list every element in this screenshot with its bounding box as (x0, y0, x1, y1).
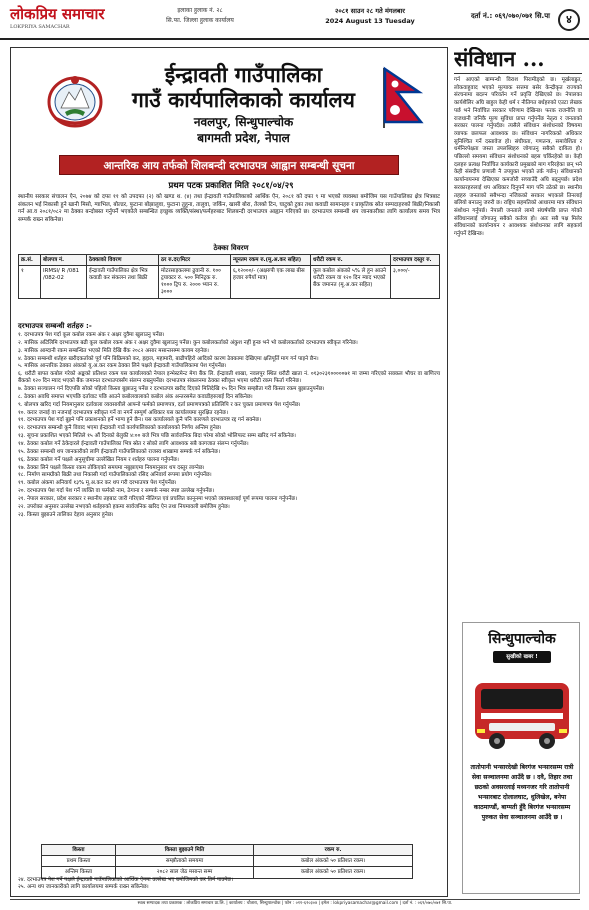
registration-number: दर्ता नं.: ०६९/०७०/०७१ सि.पा (470, 12, 550, 20)
terms-list (18, 332, 440, 519)
table-cell: ईन्द्रावती गाउँपालिका क्षेत्र भित्र कवाडी कर संकलन तथा बिक्री (87, 266, 159, 299)
ad-text: तातोपानी भन्सारदेखी बिरगंज भन्सारसम्म रात्री सेवा सञ्चालनमा आउँदै छ । दवै, तिहार तथा छठको अवसरलाई मध्यनजर गरि तातोपानी भन्सारबाट दोलालघाट, धुलिखेल, बनेपा काठमाण्डौं, बाग्मती हुँदै बिरगंज भन्सारसम्म पुरुकत सेवा सञ्चालनमा आउँदै छ । (470, 764, 574, 821)
list-item: १९. कबोल अंकमा अनिवार्य १३% मू.अ.कर कर थप गरी दरभाउपत्र पेश गर्नुपर्नेछ। (18, 480, 177, 487)
list-item: १४. ठेक्का कबोल गर्ने ठेकेदारले ईन्द्रावती गाउँपालिका भित्र स्रोत र सोको लागि आवश्यक सबै कागजात संलग्न गर्नुपर्नेछ। (18, 441, 249, 448)
logo-tagline: LOKPRIYA SAMACHAR (10, 24, 70, 30)
page-number: ४ (558, 9, 580, 31)
page-footer: स्वत्व सम्पादक तथा प्रकाशक : लोकप्रिय समाचार प्रा.लि. | कार्यालय : चौतारा, सिन्धुपाल्चोक | फोन : ०११-६२०३०४ | इमेल : lokpriyasamachar@gmail.com | दर्ता नं. : ०६९/०७०/०७१ सि.पा. (10, 899, 580, 910)
table-cell: प्रथम किस्ता (42, 856, 116, 867)
notice-header (111, 62, 376, 146)
notice-subject: आन्तरिक आय तर्फको शिलबन्दी दरभाउपत्र आह्वान सम्बन्धी सूचना (59, 155, 399, 175)
date-nepali: २०८१ साउन २८ गते मंगलबार (335, 7, 405, 15)
list-item: १७. ठेक्का लिने पक्षले किस्ता रकम तोकिएको समयमा नबुझाएमा नियमानुसार थप दस्तुर लाग्नेछ। (18, 464, 205, 471)
list-item: १३. सूचना प्रकाशित भएको मितिले १५ औं दिनको बेलुकी ४:०० बजे भित्र पछि सार्वजनिक बिदा परेमा सोको भोलिपल्ट सम्म खरिद गर्न सकिनेछ। (18, 433, 296, 440)
column-header: क्र.सं. (19, 255, 41, 266)
column-header: ठर रु.दर/मिटर (159, 255, 231, 266)
list-item: ५. मासिक आन्तरिक ठेक्का अंकको यू.अ.कर रकम ठेक्का लिने पक्षले ईन्द्रावती गाउँपालिकामा पेश गर्नुपर्नेछ। (18, 363, 227, 370)
table-cell: अन्तिम किस्ता (42, 867, 116, 878)
column-header: धरौटी रकम रु. (311, 255, 391, 266)
table-cell: कबोल अंकको ५० प्रतिशत रकम। (254, 867, 413, 878)
bus-icon (467, 669, 577, 757)
bus-service-advertisement (462, 622, 580, 894)
logo-text: लोकप्रिय समाचार (10, 5, 105, 23)
table-cell: मोटरसाइकलमा ढुवानी रु. १०० ट्रयाक्टर रु. ५०० मिनिट्रक रु. १००० ट्रिप रु. २००० भ्यान रु. ३००० (159, 266, 231, 299)
ad-badge: सुखीको खबर ! (493, 651, 551, 663)
postal-district: सि.फा. जिल्ला हुलाक कार्यालय (166, 17, 234, 24)
table-row (19, 266, 440, 299)
publication-date: प्रथम पटक प्रकाशित मिति २०८१/०४/२९ (168, 181, 294, 191)
column-header: ठेक्काको विवरण (87, 255, 159, 266)
table-row (42, 856, 413, 867)
table-cell: सम्झौताको समयमा (115, 856, 253, 867)
office-province: बागमती प्रदेश, नेपाल (197, 131, 290, 145)
postal-info (145, 6, 255, 26)
column-header: न्यूनतम रकम रु.(मू.अ.कर सहित) (231, 255, 311, 266)
table-cell: १ (19, 266, 41, 299)
office-location: नवलपुर, सिन्धुपाल्चोक (193, 115, 294, 129)
list-item: ८. ठेक्का अवधि समाप्त भएपछि दर्तावाट पछि आउने कबोलवालाको कबोल अंक अन्तरसमेत कवाडीहरुलाई दिन सकिनेछ। (18, 393, 253, 400)
installment-table (41, 844, 413, 879)
terms-heading: दरभाउपत्र सम्बन्धी शर्तहरु :- (18, 322, 92, 330)
works-table-title: ठेक्का विवरण (213, 244, 249, 252)
table-cell: ३,०००/- (391, 266, 440, 299)
column-title: संविधान ... (454, 47, 582, 74)
list-item: १५. ठेक्का सम्बन्धी थप जानकारीको लागि ईन्द्रावती गाउँपालिकाको राजस्व शाखामा सम्पर्क गर्न सकिनेछ। (18, 448, 220, 455)
closing-term: २५. अन्य थप जानकारीको लागि कार्यालयमा सम्पर्क राख्न सकिनेछ। (18, 884, 149, 891)
newspaper-logo (10, 4, 104, 30)
postal-edition: इलाका हुलाक नं. २८ (177, 7, 223, 14)
table-cell: ६,१२०००/- (अक्षरुपी एक लाख बीस हजार रुपैयाँ मात्र) (231, 266, 311, 299)
column-header: रकम रु. (254, 845, 413, 856)
list-item: ९. बोलपत्र खरिद गर्दा नियमानुसार दर्तावाला व्यवसायीले आफ्नो फर्मको प्रमाणपत्र, दर्ता प्रमाणपत्रको प्रतिलिपि र कर चुक्ता प्रमाणपत्र पेश गर्नुपर्नेछ। (18, 401, 301, 408)
contract-details-table (18, 254, 440, 299)
list-item: १०. करार जनाई वा नजनाई दरभाउपत्र स्वीकृत गर्ने वा नगर्ने सम्पूर्ण अधिकार यस कार्यालयमा सुरक्षित रहनेछ। (18, 409, 228, 416)
municipality-name: ईन्द्रावती गाउँपालिका (164, 62, 323, 87)
list-item: २०. दरभाउपत्र पेश गर्दा पेश गर्ने व्यक्ति वा फर्मको नाम, ठेगाना र सम्पर्क नम्बर स्पष्ट उल्लेख गर्नुपर्नेछ। (18, 488, 215, 495)
list-item: २१. नेपाल सरकार, प्रदेश सरकार र स्थानीय तहबाट जारी गरिएको नीतिगत एवं प्रचलित कानूनमा भएको व्यवस्थालाई पूर्ण रूपमा पालना गर्नुपर्नेछ। (18, 495, 298, 502)
list-item: २. मासिक अटिलिमि दरभाउपत्र बढी कूल कबोल रकम अंक र अक्षर दुवैमा खुलाउनु पर्नेछ। कुन कबोलकर्ताको अंकुश नहीं हुन्छ भने भो कबोलकर्ताको दरभाउपत्र स्वीकृत गरिनेछ। (18, 339, 358, 346)
closing-term: २४. दरभाउपत्र पेश गर्ने पक्षले ईन्द्रावती गाउँपालिकाको आर्थिक ऐनमा उल्लेख भए बमोजिमको कर तिर्न पाउनेछ। (18, 877, 234, 883)
table-cell: कबोल अंकको ५० प्रतिशत रकम। (254, 856, 413, 867)
column-header: दरभाउपत्र दस्तुर रु. (391, 255, 440, 266)
table-cell: कूल कबोल अंकको ५% ले हुन आउने धरौटी रकम वा १२० दिन म्याद भएको बैंक जमानत (मू.अ.कर सहित) (311, 266, 391, 299)
list-item: २३. किस्ता बुझाउने तालिका देहाय अनुसार हुनेछ। (18, 511, 114, 518)
column-body: गर्न आएको बाम्पन्थी विराश पिरामीड्को छ। मूर्खलाह्रुत, लोकवाहुवाद भएको मूल्याक सत्तमा बसेर केन्द्रीकृत राज्यको संरचनामा बदल्न परिवर्तन गर्ने प्रवृत्ति देखिएको छ। नेपालका कार्यशैलिर अघि बाहुल केही धर्म र नीतिगत बर्धहरुको एउटा लेखक पर्छ भने निर्वाचित सरकार परिणाम देखिन्छ। फरक राजनीति वा राजधानी जनिकै मूल्य सुविधा प्राप्त गर्नुपर्नेछ नेतृत्व र जनताको सरकार पालना गर्नुपर्दछ। त्यसैले संविधान संशोधनको विषयमा व्यापक छलफल आवश्यक छ। संविधान नागरिकको अधिकार सुनिश्चित गर्ने दस्तावेज हो। संघीयता, गणतन्त्र, समावेशिता र धर्मनिरपेक्षता जस्ता उपलब्धिहरु जोगाउनु सबैको दायित्व हो। पछिल्लो समयमा संविधान संशोधनको बहस चर्किरहेको छ। केही दलहरु प्रत्यक्ष निर्वाचित कार्यकारी प्रमुखको माग गरिरहेका छन् भने केही संसदीय प्रणाली नै उपयुक्त भएको तर्क गर्छन्। संविधानको कार्यान्वयनमा देखिएका कमजोरी सच्याउँदै अघि बढ्नुपर्छ। प्रदेश सरकारहरुलाई थप अधिकार दिनुपर्ने माग पनि उठेको छ। स्थानीय तहहरु जनताको सबैभन्दा नजिकको सरकार भएकाले तिनलाई बलियो बनाउनु जरुरी छ। राष्ट्रिय सहमतिको आधारमा मात्र संविधान संशोधन गर्नुपर्छ। नेपाली जनताले लामो संघर्षपछि प्राप्त गरेको संविधानलाई जोगाउनु सबैको कर्तव्य हो। अतः सबै पक्ष मिलेर संविधानको कार्यान्वयन र आवश्यक संशोधनका लागि सहकार्य गर्नुपर्ने देखिन्छ। (454, 77, 582, 238)
list-item: ६. धरौटी बापत कबोल गरेको अङ्कको प्रतिशत रकम यस कार्यालयको नेपाल इन्भेस्टमेन्ट मेगा बैंक लि. ईन्द्रावती शाखा, नवलपुर स्थित धरौटी खाता नं. ०१३०२३१०००००७१ मा जम्मा गरिएको सक्कल भौचर वा बाणिज्य बैंकको १२० दिन म्याद भएको बैंक जमानत दरभाउपत्रसँग संलग्न राख्नुपर्नेछ। दरभाउपत्र संकलनमा ठेक्का स्वीकृत भएमा धरौटी रकम फिर्ता गरिनेछ। (18, 371, 440, 385)
public-notice (10, 47, 448, 897)
table-cell: २०८२ साल जेठ मसान्त सम्म (115, 867, 253, 878)
list-item: ३. मासिक आम्दानी रकम सम्बन्धित भएको मिति देखि बैंक २०८२ असार मसान्तसम्म कायम रहनेछ। (18, 347, 209, 354)
editorial-column (454, 47, 582, 627)
date-english: 2024 August 13 Tuesday (325, 17, 415, 25)
list-item: १२. दरभाउपत्र सम्बन्धी कुनै विवाद भएमा ईन्द्रावती गाउँ कार्यपालिकाको कार्यालयको निर्णय अन्तिम हुनेछ। (18, 425, 222, 432)
table-cell: IRMSI/ R /081 /082-02 (41, 266, 87, 299)
list-item: १. दरभाउपत्र पेश गर्दा कूल कबोल रकम अंक र अक्षर दुवैमा खुलाउनु पर्नेछ। (18, 332, 165, 338)
list-item: २२. उपरोक्त अनुसार उल्लेख नभएको शर्तहरुको हकमा सार्वजनिक खरिद ऐन तथा नियमावली बमोजिम हुनेछ। (18, 503, 230, 510)
notice-closing (18, 877, 440, 891)
list-item: १६. ठेक्का कबोल गर्ने पक्षले अनुसूचीमा उल्लेखित नियम र शर्तहरु पालना गर्नुपर्नेछ। (18, 456, 179, 463)
nepal-flag-icon (381, 66, 425, 128)
list-item: ११. दरभाउपत्र पेश गर्दा बुझ्ने पनि प्रकाशनको हर्ने भाग्य हुने छैन। यस कार्यालयले कुनै पनि कारणले दरभाउपत्र रद्द गर्न सक्नेछ। (18, 417, 262, 424)
issue-date (295, 6, 445, 26)
table-header-row (19, 255, 440, 266)
masthead (0, 0, 589, 40)
ad-title: सिन्धुपाल्चोक (488, 631, 556, 647)
table-header-row (42, 845, 413, 856)
column-header: किस्ता (42, 845, 116, 856)
column-header: किस्ता बुझाउने मिति (115, 845, 253, 856)
list-item: ४. ठेक्का सम्बन्धी शर्तहरु खरीदकर्ताको पूर्व पनि बिक्रिमको कर, हद्दाल, महामारी, बाढीपहिरो आदिको कारण ठेक्कामा देखिएमा क्षतिपूर्ति माग गर्न पाइने छैन। (18, 355, 319, 362)
office-name: गाउँ कार्यपालिकाको कार्यालय (132, 87, 355, 112)
column-header: बोलपत्र नं. (41, 255, 87, 266)
list-item: १८. निर्माण सामग्रीको बिक्री तथा निकासी गर्दा गाउँपालिकाको रसिद अनिवार्य रूपमा प्रयोग गर्नुपर्नेछ। (18, 472, 212, 479)
nepal-emblem-icon (43, 70, 107, 130)
list-item: ७. ठेक्का सञ्चालन गर्न दिएपछि सोको पहिलो किस्ता बुझाउनु पर्नेछ र दरभाउपत्र खरीद दिएको मितिदेखि १५ दिन भित्र सम्झौता गरी किस्ता रकम बुझाउनुपर्नेछ। (18, 386, 325, 393)
notice-intro: स्थानीय सरकार संचालन ऐन, २०७४ को दफा ११ को उपदफा (२) को खण्ड थ. (४) तथा ईन्द्रावती गाउँपालिकाको आर्थिक ऐन, २०८१ को दफा ९ मा भएको व्यवस्था बमोजिम यस गाउँपालिका क्षेत्र भित्रबाट संकलन भई निकासी हुने खानी मिसो, ग्याभिल, बोल्डर, फुटाना बोझालुवा, फुटाना तुहुना, तालुवा, जर्किन, खासी बोरा, तेलको टिन, घाटुको टुका तथा कवाडी सामानहरु र प्राकृतिक स्रोत सम्पदाहरुको बिक्री/निकासी गर्न आ.व २०८१/०८२ मा ठेक्का बन्दोबस्त गर्नुपर्ने भएकोले सम्बन्धित इच्छुक व्यक्ति/संस्था/फर्महरुबाट शिलबन्दी दरभाउपत्र आह्वान गरिएको छ। दरभाउपत्र सम्बन्धी थप जानकारीका लागि कार्यालय समय भित्र सम्पर्क राख्न सकिनेछ। (18, 194, 440, 223)
